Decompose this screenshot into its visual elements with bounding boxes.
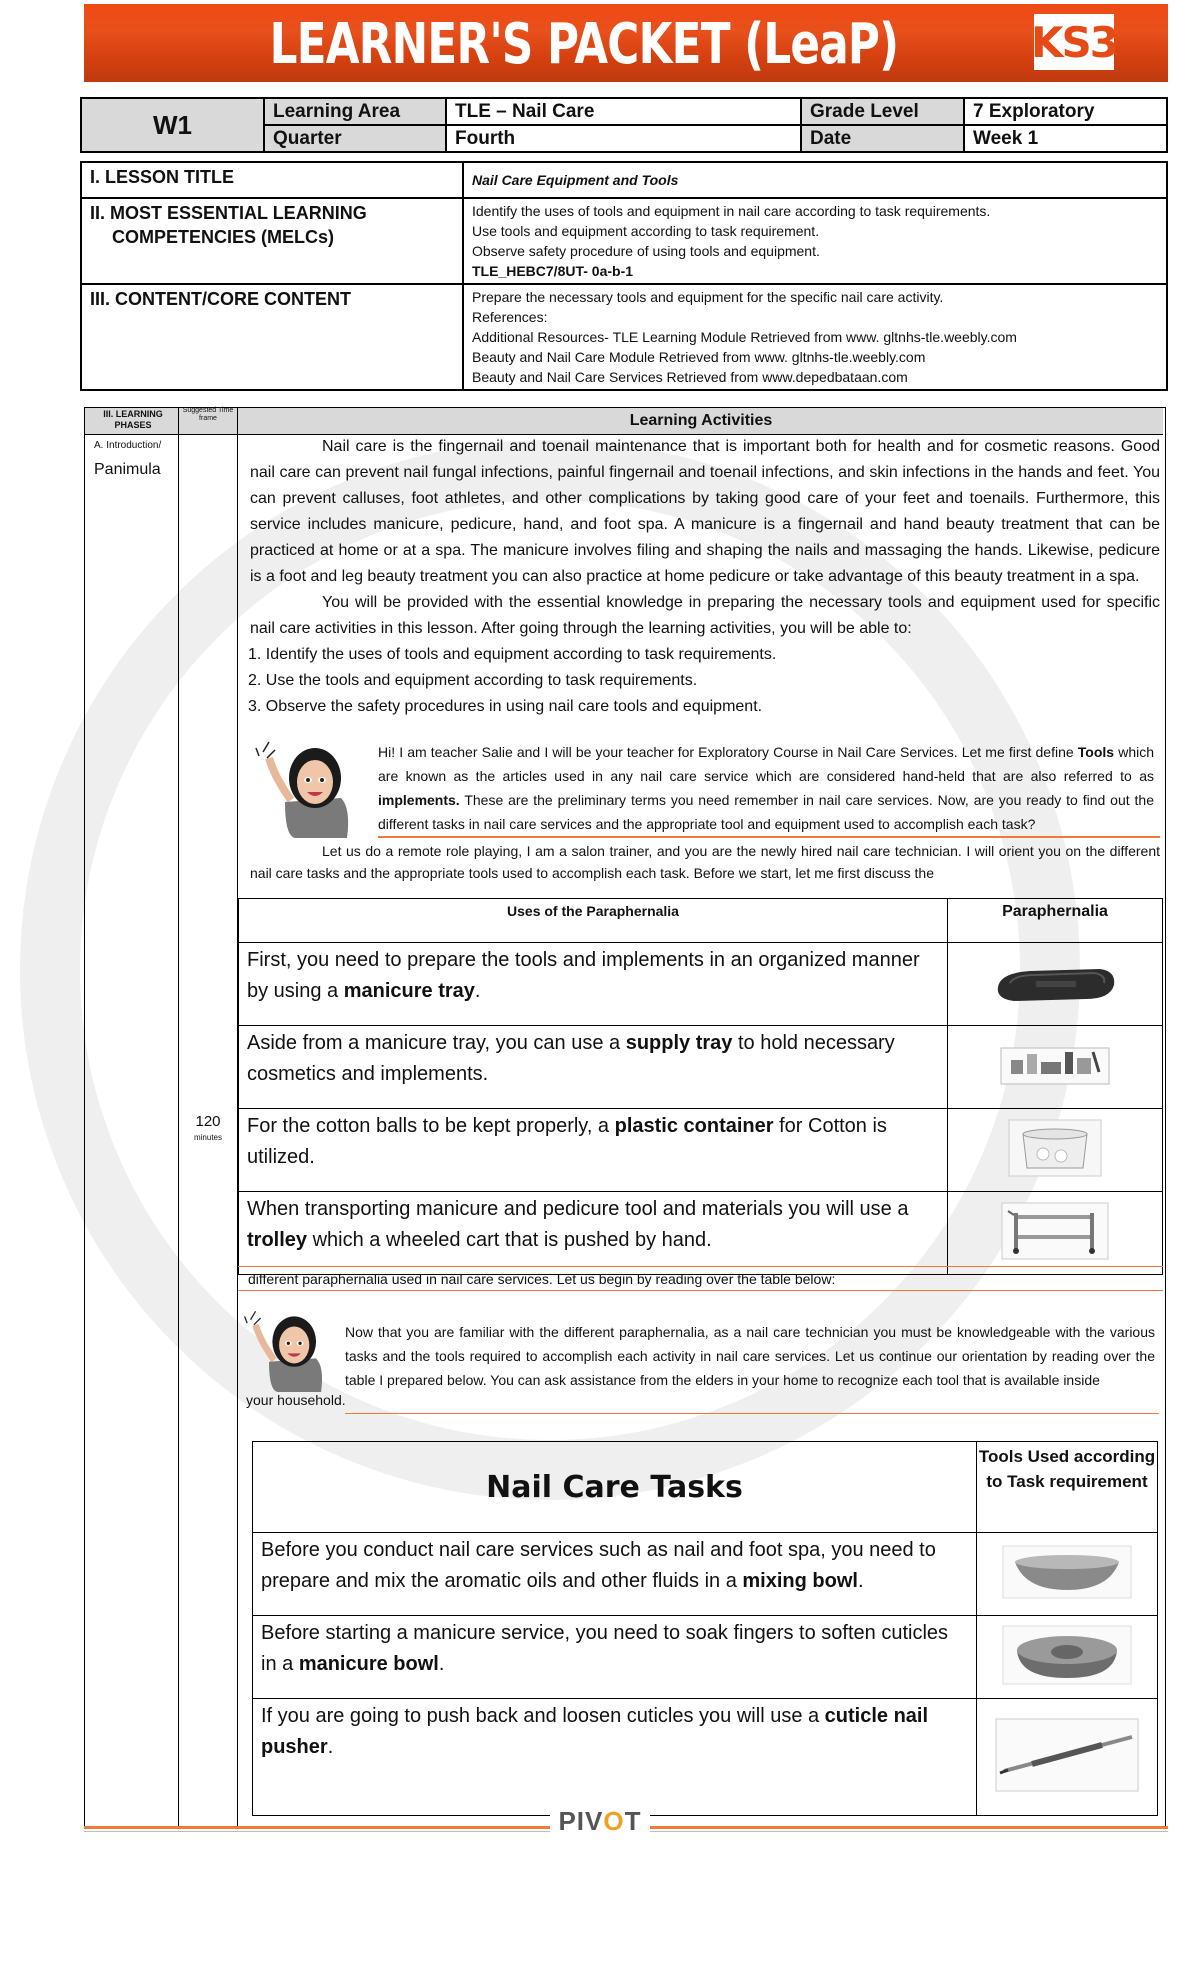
tasks-title: Nail Care Tasks	[253, 1442, 977, 1533]
row-text: First, you need to prepare the tools and implements in an organized manner by using a	[247, 949, 920, 1002]
cuticle-pusher-image	[977, 1699, 1158, 1816]
row-text: which a wheeled cart that is pushed by hand.	[307, 1229, 712, 1251]
speech-term-tools: Tools	[1077, 744, 1115, 760]
content-item: References:	[472, 309, 548, 325]
separator-line	[238, 1266, 1163, 1267]
speech-term-implements: implements.	[378, 792, 460, 808]
content-item: Prepare the necessary tools and equipment for the specific nail care activity.	[472, 289, 944, 305]
after-table-text: different paraphernalia used in nail care services. Let us begin by reading over the table below:	[248, 1271, 836, 1287]
separator-line	[238, 1290, 1163, 1291]
melc-code: TLE_HEBC7/8UT- 0a-b-1	[472, 263, 634, 279]
manicure-bowl-image	[977, 1616, 1158, 1699]
pivot-logo-text: T	[624, 1806, 642, 1836]
learning-area-value: TLE – Nail Care	[446, 98, 801, 125]
separator-line	[345, 1413, 1159, 1414]
time-minutes: 120	[195, 1113, 221, 1130]
lesson-title: Nail Care Equipment and Tools	[463, 162, 1167, 198]
task-row	[253, 1616, 977, 1699]
manicure-tray-image	[948, 943, 1163, 1026]
row-term: manicure bowl	[298, 1653, 439, 1675]
page-title: LEARNER'S PACKET (LeaP)	[269, 11, 899, 77]
row-text: .	[438, 1653, 445, 1675]
content-list	[463, 284, 1167, 390]
date-value: Week 1	[964, 125, 1167, 152]
manicure-bowl-icon	[997, 1622, 1137, 1688]
row-term: supply tray	[625, 1032, 733, 1054]
speech-text: Hi! I am teacher Salie and I will be your teacher for Exploratory Course in Nail Care Services. Let me first define	[378, 744, 1078, 760]
melc-item: Observe safety procedure of using tools and equipment.	[472, 243, 820, 259]
melc-list	[463, 198, 1167, 284]
cotton-container-image	[948, 1109, 1163, 1192]
date-label: Date	[801, 125, 964, 152]
melc-label-line1: II. MOST ESSENTIAL LEARNING	[90, 203, 367, 223]
content-item: Additional Resources- TLE Learning Module Retrieved from www. gltnhs-tle.weebly.com	[472, 329, 1017, 345]
paraphernalia-row	[239, 1026, 948, 1109]
speech-text: These are the preliminary terms you need remember in nail care services. Now, are you ready to find out the different tasks in nail care services and the appropriate tool and equipment used to accomplish each task?	[378, 792, 1154, 832]
content-label: III. CONTENT/CORE CONTENT	[81, 284, 463, 390]
ks3-badge: KS3	[1034, 14, 1114, 70]
tasks-col-tools: Tools Used according to Task requirement	[977, 1442, 1158, 1533]
trolley-icon	[1000, 1201, 1110, 1261]
row-text: to hold necessary cosmetics and implements.	[247, 1032, 895, 1085]
row-text: For the cotton balls to be kept properly, a	[247, 1115, 615, 1137]
mixing-bowl-icon	[997, 1542, 1137, 1602]
quarter-label: Quarter	[264, 125, 446, 152]
melc-item: Identify the uses of tools and equipment in nail care according to task requirements.	[472, 203, 991, 219]
time-header: Suggested Time frame	[182, 407, 234, 422]
paraphernalia-row	[239, 1192, 948, 1275]
row-text: for Cotton is utilized.	[247, 1115, 887, 1168]
paraphernalia-col-item: Paraphernalia	[948, 899, 1163, 943]
teacher-avatar	[240, 1308, 340, 1392]
objective-item: 3. Observe the safety procedures in using nail care tools and equipment.	[248, 698, 763, 715]
grade-level-label: Grade Level	[801, 98, 964, 125]
supply-tray-image	[948, 1026, 1163, 1109]
separator-line	[378, 836, 1160, 838]
cotton-container-icon	[1005, 1118, 1105, 1178]
time-minutes-label: minutes	[193, 1133, 222, 1142]
phase-header: III. LEARNING PHASES	[103, 409, 163, 430]
teacher-speech-2: Now that you are familiar with the different paraphernalia, as a nail care technician you must be knowledgeable with the various tasks and the tools required to accomplish each activity in nail care services. Let us continue our orientation by reading over the table I prepared below. You can ask assistance from the elders in your home to recognize each tool that is available inside	[345, 1324, 1155, 1388]
pivot-logo	[550, 1806, 650, 1836]
teacher-speech-2-end: your household.	[246, 1392, 346, 1408]
cuticle-pusher-icon	[992, 1715, 1142, 1795]
column-divider	[178, 407, 179, 1827]
lesson-title-label: I. LESSON TITLE	[81, 162, 463, 198]
content-item: Beauty and Nail Care Services Retrieved from www.depedbataan.com	[472, 369, 908, 385]
task-row	[253, 1533, 977, 1616]
task-row	[253, 1699, 977, 1816]
nail-care-tasks-table	[252, 1441, 1158, 1816]
teacher-avatar	[255, 738, 365, 838]
melc-label	[81, 198, 463, 284]
intro-paragraph-2: You will be provided with the essential knowledge in preparing the necessary tools and equipment used for specific nail care activities in this lesson. After going through the learning activities, you will be able to:	[250, 594, 1160, 637]
row-text: .	[857, 1570, 864, 1592]
activities-header-title: Learning Activities	[629, 412, 773, 429]
row-term: plastic container	[614, 1115, 774, 1137]
row-text: .	[327, 1736, 334, 1758]
row-term: trolley	[247, 1229, 308, 1251]
row-term: manicure tray	[343, 980, 475, 1002]
quarter-value: Fourth	[446, 125, 801, 152]
info-table	[80, 97, 1168, 153]
melc-label-line2: COMPETENCIES (MELCs)	[112, 227, 335, 247]
roleplay-text: Let us do a remote role playing, I am a salon trainer, and you are the newly hired nail care technician. I will orient you on the different nail care tasks and the appropriate tools used to accomplish each task. Before we start, let me first discuss the	[250, 843, 1160, 881]
pivot-logo-text: PIV	[558, 1806, 604, 1836]
row-text: .	[474, 980, 481, 1002]
grade-level-value: 7 Exploratory	[964, 98, 1167, 125]
introduction-text	[250, 434, 1160, 642]
week-code: W1	[81, 98, 264, 152]
row-text: When transporting manicure and pedicure tool and materials you will use a	[247, 1198, 909, 1220]
paraphernalia-row	[239, 1109, 948, 1192]
row-text: Before starting a manicure service, you need to soak fingers to soften cuticles in a	[261, 1622, 949, 1675]
row-text: Before you conduct nail care services such as nail and foot spa, you need to prepare and mix the aromatic oils and other fluids in a	[261, 1539, 936, 1592]
teacher-speech-1	[378, 740, 1154, 836]
row-term: mixing bowl	[742, 1570, 858, 1592]
phase-a-name: Panimula	[94, 461, 161, 478]
paraphernalia-col-uses: Uses of the Paraphernalia	[239, 899, 948, 943]
objective-item: 1. Identify the uses of tools and equipment according to task requirements.	[248, 646, 777, 663]
paraphernalia-table	[238, 898, 1163, 1275]
speech-text: which are known as the articles used in any nail care service which are considered hand-held that are also referred to as	[378, 744, 1155, 784]
row-term: cuticle nail pusher	[261, 1705, 929, 1758]
lesson-table	[80, 161, 1168, 391]
intro-paragraph-1: Nail care is the fingernail and toenail maintenance that is important both for health and for cosmetic reasons. Good nail care can prevent nail fungal infections, painful fingernail and toenail infections, and skin infections in the hands and feet. You can prevent calluses, foot athletes, and other complications by taking good care of your feet and toenails. Furthermore, this service includes manicure, pedicure, hand, and foot spa. A manicure is a fingernail and hand beauty treatment that can be practiced at home or at a spa. The manicure involves filing and shaping the nails and massaging the hands. Likewise, pedicure is a foot and leg beauty treatment you can also practice at home pedicure or take advantage of this beauty treatment in a spa.	[250, 438, 1160, 585]
mixing-bowl-image	[977, 1533, 1158, 1616]
supply-tray-icon	[995, 1040, 1115, 1090]
content-item: Beauty and Nail Care Module Retrieved from www. gltnhs-tle.weebly.com	[472, 349, 926, 365]
trolley-image	[948, 1192, 1163, 1275]
paraphernalia-row	[239, 943, 948, 1026]
row-text: If you are going to push back and loosen cuticles you will use a	[261, 1705, 825, 1727]
objective-item: 2. Use the tools and equipment according to task requirements.	[248, 672, 698, 689]
learning-area-label: Learning Area	[264, 98, 446, 125]
pivot-logo-text: O	[603, 1806, 625, 1836]
objectives-list	[248, 642, 776, 720]
row-text: Aside from a manicure tray, you can use a	[247, 1032, 626, 1054]
manicure-tray-icon	[990, 957, 1120, 1007]
phase-a-label: A. Introduction/	[94, 440, 162, 451]
melc-item: Use tools and equipment according to task requirement.	[472, 223, 820, 239]
